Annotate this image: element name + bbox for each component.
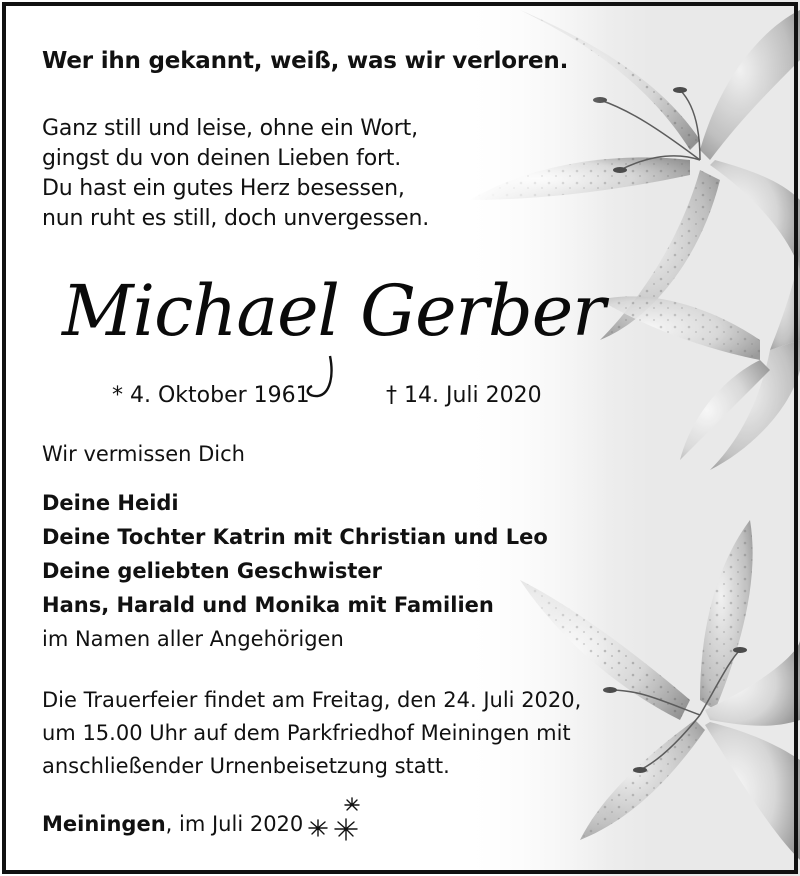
- mourners-list: [42, 486, 548, 656]
- mourners-footer: im Namen aller Angehörigen: [42, 627, 344, 651]
- death-date: † 14. Juli 2020: [386, 383, 542, 408]
- mourner-line: Deine Heidi: [42, 491, 179, 515]
- poem-line: Ganz still und leise, ohne ein Wort,: [42, 116, 418, 141]
- funeral-service-info: [42, 684, 581, 783]
- miss-line: Wir vermissen Dich: [42, 442, 245, 466]
- poem-line: nun ruht es still, doch unvergessen.: [42, 206, 430, 231]
- motto-heading: Wer ihn gekannt, weiß, was wir verloren.: [42, 48, 569, 74]
- service-line: anschließender Urnenbeisetzung statt.: [42, 754, 450, 778]
- poem: [42, 114, 429, 234]
- poem-line: Du hast ein gutes Herz besessen,: [42, 176, 405, 201]
- service-line: Die Trauerfeier findet am Freitag, den 24. Juli 2020,: [42, 688, 582, 712]
- mourner-line: Deine Tochter Katrin mit Christian und Leo: [42, 525, 548, 549]
- deceased-name: Michael Gerber: [62, 270, 605, 352]
- mourner-line: Hans, Harald und Monika mit Familien: [42, 593, 494, 617]
- place-date-line: [42, 812, 303, 836]
- place-city: Meiningen: [42, 812, 166, 836]
- service-line: um 15.00 Uhr auf dem Parkfriedhof Meiningen mit: [42, 721, 571, 745]
- place-date: , im Juli 2020: [165, 812, 304, 836]
- poem-line: gingst du von deinen Lieben fort.: [42, 146, 402, 171]
- mourner-line: Deine geliebten Geschwister: [42, 559, 382, 583]
- birth-date: * 4. Oktober 1961: [112, 383, 310, 408]
- dandelion-seeds-icon: [298, 796, 370, 846]
